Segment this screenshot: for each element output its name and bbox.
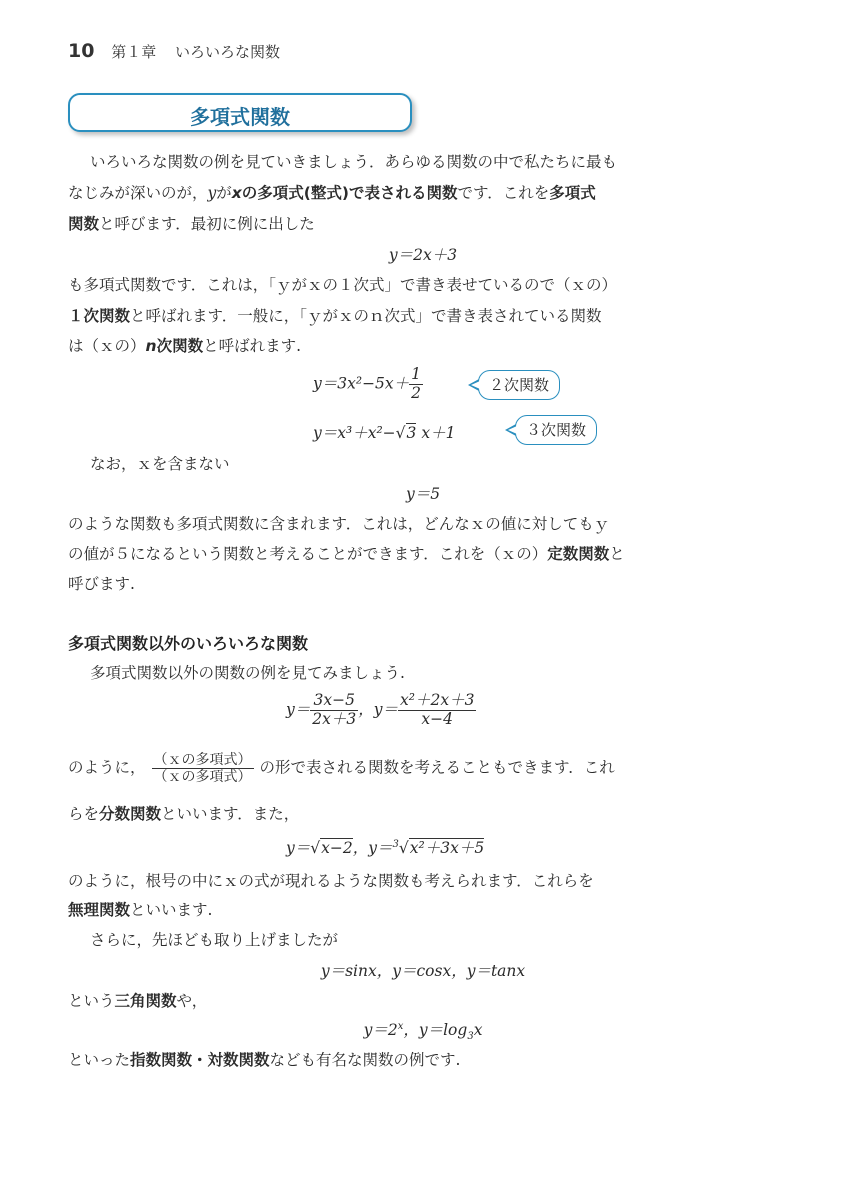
page-number: 10 bbox=[68, 40, 95, 62]
separator: ， bbox=[358, 700, 374, 719]
fraction bbox=[310, 692, 358, 729]
separator: ， bbox=[352, 839, 369, 857]
equation: y＝2x＋3 bbox=[388, 246, 458, 264]
bold-term: 関数 bbox=[68, 215, 100, 233]
paragraph-line bbox=[68, 212, 748, 234]
fraction-numerator: x²＋2x＋3 bbox=[400, 691, 475, 709]
bold-term: 分数関数 bbox=[99, 805, 162, 823]
fraction-numerator: 1 bbox=[411, 365, 422, 383]
exponent: x bbox=[397, 1020, 404, 1032]
math-var-bold: n bbox=[145, 337, 157, 355]
text-run: という bbox=[68, 992, 115, 1010]
paragraph-line bbox=[68, 181, 748, 203]
sqrt-icon: √ bbox=[310, 839, 321, 857]
radicand: x²＋3x＋5 bbox=[409, 839, 485, 857]
text-run: なじみが深いのが， bbox=[68, 184, 208, 202]
degree-callout: ２次関数 bbox=[478, 370, 560, 400]
text-run: と bbox=[609, 545, 625, 563]
paragraph-line bbox=[68, 542, 748, 564]
chapter-title: いろいろな関数 bbox=[175, 43, 281, 61]
bold-term: 三角関数 bbox=[114, 992, 177, 1010]
section-title-box bbox=[68, 93, 412, 132]
bold-term: 多項式 bbox=[549, 184, 596, 202]
fraction bbox=[152, 752, 254, 785]
paragraph-line: いろいろな関数の例を見ていきましょう．あらゆる関数の中で私たちに最も bbox=[90, 153, 618, 171]
equation-term: x＋1 bbox=[416, 424, 456, 442]
equation: y＝5 bbox=[405, 485, 441, 503]
paragraph-line bbox=[68, 802, 748, 824]
sqrt-icon: √ bbox=[395, 424, 406, 442]
paragraph-line bbox=[68, 304, 748, 326]
bold-term: の多項式(整式)で表される関数 bbox=[241, 184, 458, 202]
chapter-label: 第１章 bbox=[111, 43, 157, 61]
subheading: 多項式関数以外のいろいろな関数 bbox=[68, 634, 309, 653]
equation-term: y＝ bbox=[286, 839, 311, 857]
paragraph-line bbox=[68, 989, 748, 1011]
equation-term: y＝3x²−5x＋ bbox=[313, 374, 410, 393]
cube-root-icon: √ bbox=[398, 839, 409, 857]
log-base: 3 bbox=[467, 1031, 474, 1043]
equation bbox=[286, 836, 586, 858]
paragraph-line: のような関数も多項式関数に含まれます．これは，どんなｘの値に対してもｙ bbox=[68, 515, 610, 533]
paragraph-line bbox=[68, 1048, 748, 1070]
paragraph-line bbox=[68, 898, 748, 920]
text-run: です．これを bbox=[457, 184, 550, 202]
equation-term: y＝ bbox=[373, 700, 399, 719]
text-run: といいます．また， bbox=[161, 805, 300, 823]
text-run: といいます. bbox=[130, 901, 213, 919]
fraction-numerator: （ｘの多項式） bbox=[153, 752, 252, 768]
root-index: 3 bbox=[392, 838, 399, 850]
text-run: と呼ばれます．一般に，「ｙがｘのｎ次式」で書き表されている関数 bbox=[130, 307, 602, 325]
paragraph-line: 呼びます. bbox=[68, 575, 135, 593]
text-run: や， bbox=[176, 992, 208, 1010]
equation-term: y＝ bbox=[286, 700, 311, 719]
fraction bbox=[398, 692, 476, 729]
fraction-denominator: 2x＋3 bbox=[312, 709, 357, 728]
bold-term: 指数関数・対数関数 bbox=[130, 1051, 270, 1069]
page-header bbox=[68, 40, 280, 62]
bold-term: １次関数 bbox=[68, 307, 131, 325]
equation: y＝sinx，y＝cosx，y＝tanx bbox=[320, 962, 526, 980]
equation-term: y＝ bbox=[368, 839, 393, 857]
equation-term: y＝2 bbox=[363, 1021, 398, 1039]
paragraph-line: 多項式関数以外の関数の例を見てみましょう. bbox=[90, 664, 405, 682]
text-run: のように， bbox=[68, 758, 146, 777]
bold-term: 次関数 bbox=[156, 337, 204, 355]
math-var: y bbox=[207, 184, 217, 202]
text-run: の値が５になるという関数と考えることができます．これを（ｘの） bbox=[68, 545, 548, 563]
equation bbox=[0, 1018, 846, 1042]
fraction-denominator: 2 bbox=[411, 383, 422, 402]
math-var-bold: x bbox=[231, 184, 242, 202]
fraction-denominator: （ｘの多項式） bbox=[153, 769, 252, 786]
equation-term: y＝x³＋x²− bbox=[313, 424, 396, 442]
paragraph-line bbox=[68, 334, 748, 356]
bold-term: 定数関数 bbox=[547, 545, 610, 563]
equation bbox=[313, 421, 513, 443]
bold-term: 無理関数 bbox=[68, 901, 131, 919]
text-run: といった bbox=[68, 1051, 131, 1069]
paragraph-line: さらに，先ほども取り上げましたが bbox=[90, 931, 339, 949]
fraction-numerator: 3x−5 bbox=[310, 692, 358, 711]
fraction bbox=[409, 366, 423, 403]
text-run: が bbox=[216, 184, 232, 202]
equation-term: x bbox=[473, 1021, 483, 1039]
paragraph-line: も多項式関数です．これは，「ｙがｘの１次式」で書き表せているので（ｘの） bbox=[68, 276, 618, 294]
text-run: と呼ばれます. bbox=[203, 337, 302, 355]
radicand: 3 bbox=[406, 424, 417, 442]
text-run: なども有名な関数の例です. bbox=[269, 1051, 461, 1069]
fraction-denominator: x−4 bbox=[421, 709, 454, 728]
text-run: らを bbox=[68, 805, 100, 823]
text-run: と呼びます．最初に例に出した bbox=[99, 215, 315, 233]
equation bbox=[286, 692, 586, 729]
degree-callout: ３次関数 bbox=[515, 415, 597, 445]
text-run: は（ｘの） bbox=[68, 337, 146, 355]
paragraph-line: なお，ｘを含まない bbox=[90, 455, 230, 473]
paragraph-line: のように，根号の中にｘの式が現れるような関数も考えられます．これらを bbox=[68, 872, 594, 890]
radicand: x−2 bbox=[321, 839, 353, 857]
separator: ， bbox=[403, 1021, 419, 1039]
equation-term: y＝log bbox=[418, 1021, 468, 1039]
text-run: の形で表される関数を考えることもできます．これ bbox=[259, 758, 615, 777]
section-title: 多項式関数 bbox=[190, 105, 290, 129]
paragraph-line bbox=[68, 752, 748, 785]
